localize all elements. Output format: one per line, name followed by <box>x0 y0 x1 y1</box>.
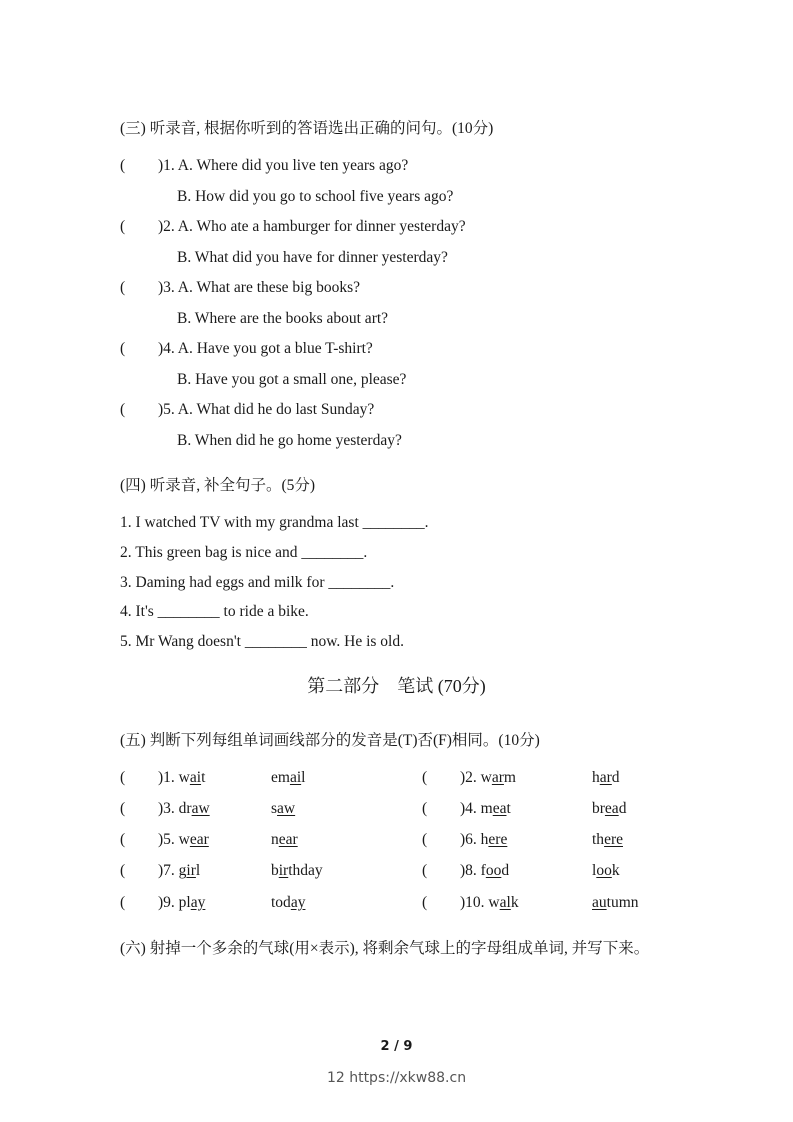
watermark: 12 https://xkw88.cn <box>326 1070 467 1086</box>
word-1 <box>488 894 518 911</box>
underlined-letters: oo <box>596 862 612 879</box>
word-pair-second <box>271 769 305 787</box>
fill-sentence-4[interactable]: 4. It's ________ to ride a bike. <box>120 603 309 620</box>
underlined-letters: al <box>499 894 511 911</box>
word-suffix: d <box>618 800 627 817</box>
underlined-letters: ar <box>491 769 504 786</box>
word-prefix: w <box>488 894 500 911</box>
word-prefix: h <box>592 769 600 786</box>
word-pair-first <box>158 769 205 787</box>
underlined-letters: ar <box>599 769 612 786</box>
underlined-letters: aw <box>277 800 296 817</box>
word-prefix: n <box>271 831 279 848</box>
word-1 <box>179 800 210 817</box>
underlined-letters: ea <box>604 800 619 817</box>
word-1 <box>179 862 201 879</box>
word-prefix: th <box>592 831 605 848</box>
word-2 <box>271 894 305 911</box>
answer-paren[interactable]: ( <box>422 800 428 817</box>
word-1 <box>481 769 516 786</box>
option-b: B. What did you have for dinner yesterday? <box>177 249 448 266</box>
word-pair-first <box>158 862 200 880</box>
word-2 <box>592 894 639 911</box>
item-number: )10. <box>460 894 489 911</box>
word-pair-second <box>592 769 620 787</box>
word-suffix: thday <box>288 862 323 879</box>
word-1 <box>179 894 206 911</box>
word-suffix: l <box>195 862 201 879</box>
answer-paren[interactable]: ( <box>422 769 428 786</box>
underlined-letters: ay <box>190 894 206 911</box>
word-2 <box>271 769 305 786</box>
answer-paren[interactable]: ( <box>422 894 428 911</box>
word-pair-first <box>460 894 519 912</box>
option-a: )2. A. Who ate a hamburger for dinner yesterday? <box>158 218 466 235</box>
answer-paren[interactable]: ( <box>120 157 126 174</box>
word-prefix: w <box>480 769 492 786</box>
item-number: )3. <box>158 800 179 817</box>
answer-paren[interactable]: ( <box>120 831 126 848</box>
word-pair-first <box>460 831 507 849</box>
word-suffix: m <box>503 769 516 786</box>
underlined-letters: au <box>592 894 607 911</box>
word-prefix: dr <box>178 800 192 817</box>
word-2 <box>271 831 298 848</box>
word-suffix: k <box>611 862 620 879</box>
word-prefix: tod <box>271 894 291 911</box>
word-prefix: br <box>592 800 605 817</box>
word-prefix: pl <box>178 894 191 911</box>
underlined-letters: ir <box>186 862 196 879</box>
item-number: )4. <box>460 800 481 817</box>
fill-sentence-3[interactable]: 3. Daming had eggs and milk for ________. <box>120 574 395 591</box>
option-b: B. Where are the books about art? <box>177 310 389 327</box>
option-a: )5. A. What did he do last Sunday? <box>158 401 375 418</box>
word-pair-second <box>592 862 620 880</box>
underlined-letters: ay <box>290 894 306 911</box>
underlined-letters: ai <box>189 769 202 786</box>
word-prefix: g <box>178 862 187 879</box>
section-5-title: (五) 判断下列每组单词画线部分的发音是(T)否(F)相同。(10分) <box>120 732 540 749</box>
item-number: )5. <box>158 831 179 848</box>
answer-paren[interactable]: ( <box>120 862 126 879</box>
word-1 <box>481 800 511 817</box>
option-a: )1. A. Where did you live ten years ago? <box>158 157 409 174</box>
word-prefix: f <box>480 862 486 879</box>
option-a: )4. A. Have you got a blue T-shirt? <box>158 340 373 357</box>
option-b: B. Have you got a small one, please? <box>177 371 407 388</box>
underlined-letters: aw <box>191 800 210 817</box>
word-1 <box>179 769 206 786</box>
underlined-letters: ea <box>492 800 507 817</box>
word-2 <box>592 862 620 879</box>
item-number: )8. <box>460 862 481 879</box>
word-suffix: d <box>501 862 510 879</box>
word-pair-first <box>158 831 209 849</box>
word-2 <box>592 831 623 848</box>
word-2 <box>271 862 323 879</box>
section-6-title: (六) 射掉一个多余的气球(用×表示), 将剩余气球上的字母组成单词, 并写下来。 <box>120 940 650 957</box>
word-suffix: t <box>506 800 511 817</box>
answer-paren[interactable]: ( <box>120 769 126 786</box>
word-prefix: s <box>271 800 278 817</box>
word-prefix: h <box>480 831 489 848</box>
word-pair-second <box>592 831 623 849</box>
word-pair-first <box>460 862 509 880</box>
underlined-letters: ai <box>289 769 302 786</box>
item-number: )9. <box>158 894 179 911</box>
fill-sentence-1[interactable]: 1. I watched TV with my grandma last ________. <box>120 514 429 531</box>
word-suffix: tumn <box>606 894 639 911</box>
answer-paren[interactable]: ( <box>120 218 126 235</box>
underlined-letters: ere <box>604 831 623 848</box>
section-3-title: (三) 听录音, 根据你听到的答语选出正确的问句。(10分) <box>120 120 494 137</box>
option-b: B. When did he go home yesterday? <box>177 432 402 449</box>
fill-sentence-2[interactable]: 2. This green bag is nice and ________. <box>120 544 368 561</box>
underlined-letters: oo <box>485 862 502 879</box>
underlined-letters: ir <box>278 862 289 879</box>
item-number: )7. <box>158 862 179 879</box>
word-1 <box>481 831 508 848</box>
word-prefix: em <box>271 769 290 786</box>
word-pair-first <box>460 769 516 787</box>
word-pair-second <box>592 894 639 912</box>
word-pair-first <box>158 800 210 818</box>
fill-sentence-5[interactable]: 5. Mr Wang doesn't ________ now. He is old. <box>120 633 404 650</box>
answer-paren[interactable]: ( <box>120 279 126 296</box>
word-pair-second <box>271 831 298 849</box>
answer-paren[interactable]: ( <box>120 800 126 817</box>
underlined-letters: ear <box>278 831 298 848</box>
word-pair-first <box>158 894 205 912</box>
word-suffix: d <box>611 769 620 786</box>
word-2 <box>592 800 626 817</box>
word-suffix: l <box>301 769 306 786</box>
option-a: )3. A. What are these big books? <box>158 279 361 296</box>
answer-paren[interactable]: ( <box>422 831 428 848</box>
word-2 <box>271 800 295 817</box>
word-prefix: w <box>178 769 190 786</box>
item-number: )2. <box>460 769 481 786</box>
word-pair-second <box>271 862 323 880</box>
page-number: 2 / 9 <box>380 1039 413 1054</box>
item-number: )1. <box>158 769 179 786</box>
word-1 <box>481 862 509 879</box>
answer-paren[interactable]: ( <box>422 862 428 879</box>
word-prefix: l <box>592 862 597 879</box>
word-pair-first <box>460 800 511 818</box>
answer-paren[interactable]: ( <box>120 894 126 911</box>
underlined-letters: ere <box>488 831 508 848</box>
underlined-letters: ear <box>189 831 209 848</box>
section-4-title: (四) 听录音, 补全句子。(5分) <box>120 477 316 494</box>
answer-paren[interactable]: ( <box>120 401 126 418</box>
word-prefix: b <box>271 862 279 879</box>
word-pair-second <box>271 800 295 818</box>
word-1 <box>179 831 209 848</box>
option-b: B. How did you go to school five years ago? <box>177 188 454 205</box>
item-number: )6. <box>460 831 481 848</box>
word-prefix: m <box>480 800 493 817</box>
word-2 <box>592 769 620 786</box>
answer-paren[interactable]: ( <box>120 340 126 357</box>
word-suffix: t <box>201 769 206 786</box>
word-pair-second <box>271 894 305 912</box>
word-pair-second <box>592 800 626 818</box>
word-prefix: w <box>178 831 190 848</box>
word-suffix: k <box>510 894 519 911</box>
part-2-title: 第二部分 笔试 (70分) <box>307 676 486 696</box>
